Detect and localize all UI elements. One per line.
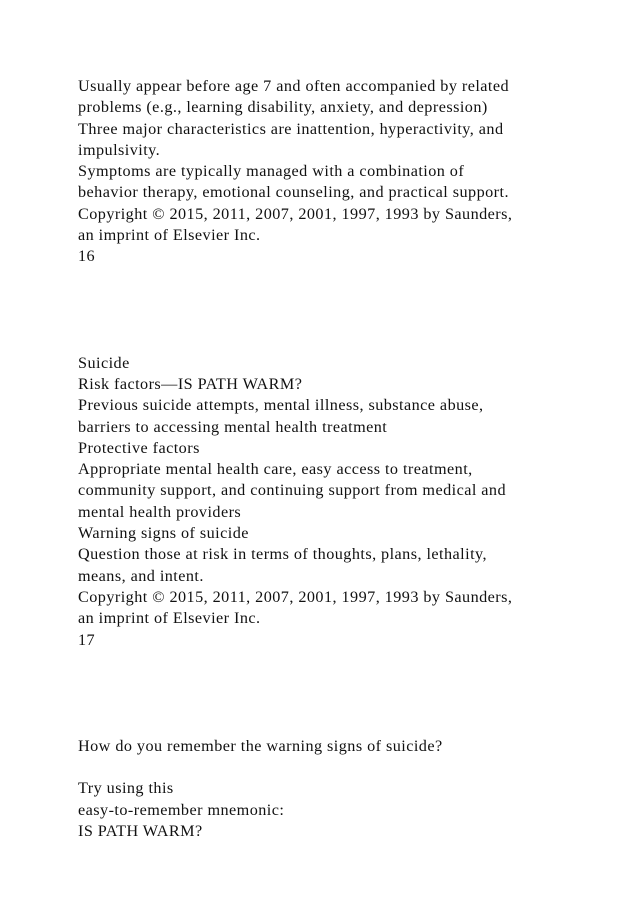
spacer — [78, 268, 618, 353]
copyright-line: an imprint of Elsevier Inc. — [78, 226, 261, 245]
text-line: Risk factors—IS PATH WARM? — [78, 374, 303, 393]
slide-number: 16 — [78, 247, 96, 266]
text-line: barriers to accessing mental health treatment — [78, 417, 388, 436]
section-adhd — [78, 76, 618, 268]
text-line: Warning signs of suicide — [78, 524, 249, 543]
text-line: Usually appear before age 7 and often accompanied by related — [78, 77, 510, 95]
section-suicide — [78, 353, 618, 651]
mnemonic-line: IS PATH WARM? — [78, 822, 203, 841]
question-line: How do you remember the warning signs of suicide? — [78, 736, 443, 755]
copyright-line: an imprint of Elsevier Inc. — [78, 609, 261, 628]
text-line: mental health providers — [78, 502, 242, 521]
spacer — [78, 757, 618, 778]
slide-number: 17 — [78, 630, 96, 649]
text-line: means, and intent. — [78, 566, 204, 585]
spacer — [78, 651, 618, 736]
text-line: easy-to-remember mnemonic: — [78, 800, 285, 819]
copyright-line: Copyright © 2015, 2011, 2007, 2001, 1997, 1993 by Saunders, — [78, 204, 513, 223]
text-line: Appropriate mental health care, easy access to treatment, — [78, 460, 473, 479]
text-line: behavior therapy, emotional counseling, and practical support. — [78, 183, 509, 202]
text-line: Try using this — [78, 779, 174, 798]
text-line: Three major characteristics are inattention, hyperactivity, and — [78, 119, 504, 138]
text-line: Previous suicide attempts, mental illness, substance abuse, — [78, 396, 484, 415]
section-heading: Suicide — [78, 353, 130, 372]
text-line: impulsivity. — [78, 140, 161, 159]
text-line: Protective factors — [78, 438, 200, 457]
section-mnemonic — [78, 736, 618, 842]
text-line: Question those at risk in terms of thoughts, plans, lethality, — [78, 545, 488, 564]
copyright-line: Copyright © 2015, 2011, 2007, 2001, 1997, 1993 by Saunders, — [78, 587, 513, 606]
document-text — [78, 76, 618, 842]
text-line: community support, and continuing support from medical and — [78, 481, 507, 500]
text-line: problems (e.g., learning disability, anxiety, and depression) — [78, 98, 488, 117]
text-line: Symptoms are typically managed with a combination of — [78, 162, 465, 181]
